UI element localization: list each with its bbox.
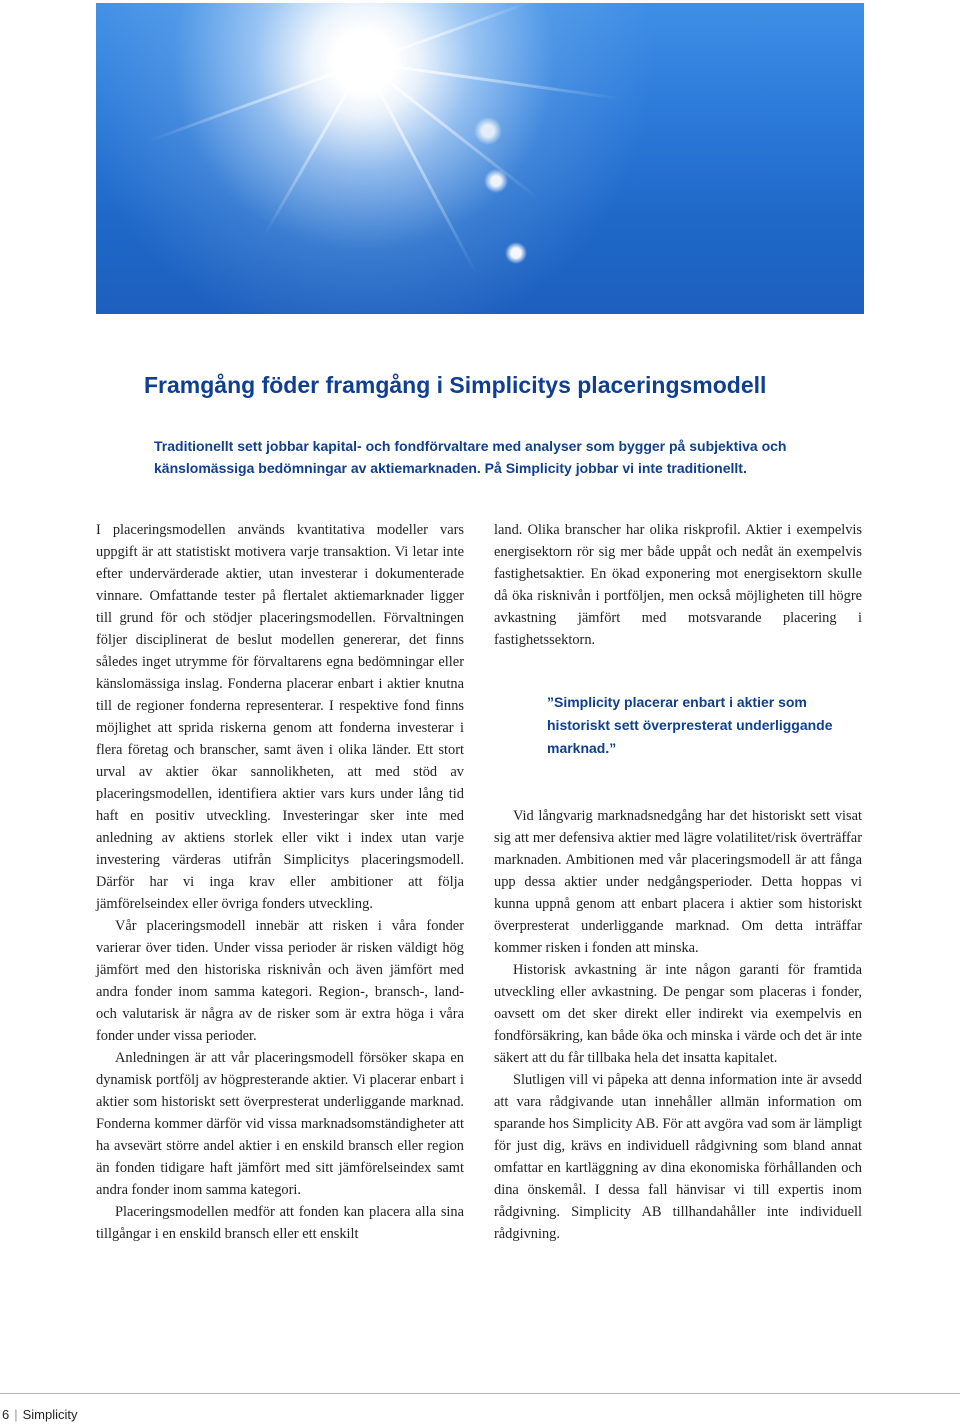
body-paragraph: Anledningen är att vår placeringsmodell försöker skapa en dynamisk portfölj av högpresterande aktier. Vi placerar enbart i aktier som historiskt sett överpresterat underliggande marknad. Fonderna kommer därför vid vissa marknadsomständigheter att ha avsevärt större andel aktier i en enskild bransch eller region än fonden tidigare haft jämfört med sitt jämförelseindex samt andra fonder inom samma kategori. <box>96 1050 464 1198</box>
right-column-top <box>494 519 862 651</box>
footer-divider <box>0 1393 960 1394</box>
page-title: Framgång föder framgång i Simplicitys placeringsmodell <box>144 372 767 398</box>
left-column <box>96 519 464 1245</box>
body-paragraph: land. Olika branscher har olika riskprofil. Aktier i exempelvis energisektorn rör sig mer både uppåt och nedåt än exempelvis fastighetsaktier. En ökad exponering mot energisektorn skulle då öka risknivån i portföljen, men också möjligheten till högre avkastning jämfört med motsvarande placering i fastighetssektorn. <box>494 522 862 648</box>
body-paragraph: Vid långvarig marknadsnedgång har det historiskt sett visat sig att mer defensiva aktier med lägre volatilitet/risk överträffar marknaden. Ambitionen med vår placeringsmodell är att fånga upp dessa aktier under nedgångsperioder. Detta hoppas vi kunna uppnå genom att enbart placera i aktier som historiskt överpresterat underliggande marknad. Om detta inträffar kommer risken i fonden att minska. <box>494 808 862 956</box>
footer-brand: Simplicity <box>22 1407 78 1422</box>
pull-quote: ”Simplicity placerar enbart i aktier som historiskt sett överpresterat underliggande marknad.” <box>547 694 833 756</box>
body-paragraph: Vår placeringsmodell innebär att risken i våra fonder varierar över tiden. Under vissa perioder är risken väldigt hög jämfört med den historiska risknivån och även jämfört med andra fonder inom samma kategori. Region-, bransch-, land- och valutarisk är några av de risker som är extra höga i våra fonder under vissa perioder. <box>96 918 464 1044</box>
lead-paragraph: Traditionellt sett jobbar kapital- och fondförvaltare med analyser som bygger på subjektiva och känslomässiga bedömningar av aktiemarknaden. På Simplicity jobbar vi inte traditionellt. <box>154 438 787 476</box>
hero-sun-image <box>96 3 864 314</box>
sun-ray <box>363 0 533 64</box>
page-number: 6 <box>2 1407 10 1422</box>
sun-ray <box>363 62 478 275</box>
right-column-bottom <box>494 805 862 1245</box>
sun-ray <box>263 62 366 237</box>
body-paragraph: Slutligen vill vi påpeka att denna information inte är avsedd att vara rådgivande utan innehåller allmän information om sparande hos Simplicity AB. För att avgöra vad som är lämpligt för just dig, krävs en individuell rådgivning som bland annat omfattar en kartläggning av dina ekonomiska förhållanden och dina önskemål. I dessa fall hänvisar vi till expertis inom rådgivning. Simplicity AB tillhandahåller inte individuell rådgivning. <box>494 1072 862 1242</box>
sun-ray <box>147 61 364 142</box>
page-footer <box>2 1407 78 1422</box>
body-paragraph: I placeringsmodellen används kvantitativa modeller vars uppgift är att statistiskt motivera varje transaktion. Vi letar inte efter undervärderade aktier, utan investerar i dokumenterade vinnare. Omfattande tester på flertalet aktiemarknader ligger till grund för och stödjer placeringsmodellen. Förvaltningen följer disciplinerat de beslut modellen genererar, det finns således inget utrymme för förvaltarens egna bedömningar eller känslomässiga inslag. Fonderna placerar enbart i aktier knutna till de regioner fonderna representerar. I respektive fond finns möjlighet att sprida riskerna genom att fonderna investerar i flera företag och branscher, samt även i olika länder. Ett stort urval av aktier ökar sannolikheten, att med stöd av placeringsmodellen, identifiera aktier vars kurs under lång tid haft en positiv utveckling. Investeringar sker inte med anledning av aktiens storlek eller vikt i index utan varje investering värderas utifrån Simplicitys placeringsmodell. Därför har vi inga krav eller ambitioner att följa jämförelseindex eller övriga fonders utveckling. <box>96 522 464 912</box>
body-paragraph: Placeringsmodellen medför att fonden kan placera alla sina tillgångar i en enskild bransch eller ett enskilt <box>96 1204 464 1242</box>
body-paragraph: Historisk avkastning är inte någon garanti för framtida utveckling eller avkastning. De pengar som placeras i fonder, oavsett om det sker direkt eller indirekt via exempelvis en fondförsäkring, kan både öka och minska i värde och det är inte säkert att du får tillbaka hela det insatta kapitalet. <box>494 962 862 1066</box>
footer-separator: | <box>14 1407 18 1422</box>
